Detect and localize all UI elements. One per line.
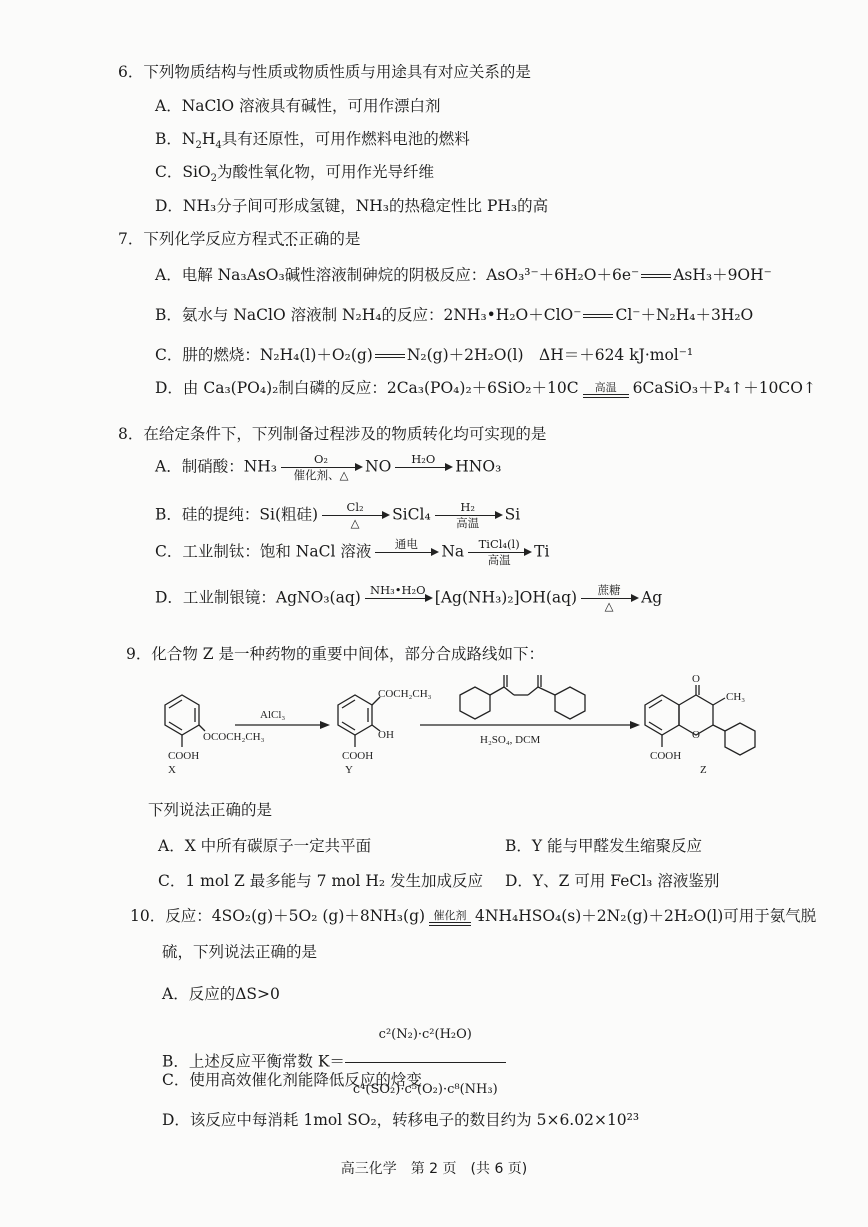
catalyst-equals xyxy=(429,909,471,926)
q8-option-a xyxy=(155,452,501,483)
arrow-top-label: NH₃•H₂O xyxy=(370,583,426,597)
z-cooh: COOH xyxy=(650,750,682,762)
q8-b-pre: B．硅的提纯：Si(粗硅) xyxy=(155,505,319,524)
fraction-numerator: c²(N₂)·c²(H₂O) xyxy=(345,1010,506,1063)
q8-b-mid: SiCl₄ xyxy=(392,505,431,524)
q8-stem: 8．在给定条件下，下列制备过程涉及的物质转化均可实现的是 xyxy=(118,425,547,443)
page-footer: 高三化学 第 2 页 (共 6 页) xyxy=(340,1161,528,1177)
q6-b-post: 具有还原性，可用作燃料电池的燃料 xyxy=(221,130,470,148)
arrow-top-label: Cl₂ xyxy=(346,500,364,514)
q8-a-pre: A．制硝酸：NH₃ xyxy=(155,457,277,476)
q7-stem-post: 正确的是 xyxy=(298,230,361,248)
q6-stem: 6．下列物质结构与性质或物质性质与用途具有对应关系的是 xyxy=(118,63,531,81)
q8-d-pre: D．工业制银镜：AgNO₃(aq) xyxy=(155,588,361,607)
arrow-top-label: 通电 xyxy=(394,537,418,551)
y-label: Y xyxy=(345,764,353,776)
reaction-arrow xyxy=(468,537,530,568)
benzene-ring-z xyxy=(645,695,679,735)
arrow-top-label: H₂ xyxy=(460,500,475,514)
q8-option-c xyxy=(155,537,549,568)
arrow-bottom-label: 催化剂、△ xyxy=(293,468,349,482)
reagent-conditions: H₂SO₄, DCM xyxy=(480,734,541,746)
q10-b-pre: B．上述反应平衡常数 K＝ xyxy=(162,1052,345,1071)
benzene-ring-x xyxy=(165,695,199,735)
q10-stem-pre: 10．反应：4SO₂(g)＋5O₂ (g)＋8NH₃(g) xyxy=(130,907,426,925)
q10-stem-post: 4NH₄HSO₄(s)＋2N₂(g)＋2H₂O(l)可用于氨气脱 xyxy=(475,907,817,925)
arrow-bottom-label: 高温 xyxy=(487,553,511,567)
arrow-top-label: TiCl₄(l) xyxy=(478,537,520,551)
y-top-substituent: COCH₂CH₃ xyxy=(378,688,432,700)
q8-a-mid: NO xyxy=(365,457,392,476)
phenyl-ring-z xyxy=(725,723,755,755)
arrow-top-label: 蔗糖 xyxy=(597,583,621,597)
q7-a-right: AsH₃＋9OH⁻ xyxy=(673,266,772,284)
x-label: X xyxy=(168,764,176,776)
q8-option-d xyxy=(155,583,662,614)
q7-stem xyxy=(118,229,360,249)
z-ring-o: O xyxy=(692,729,700,741)
q7-b-right: Cl⁻＋N₂H₄＋3H₂O xyxy=(615,306,754,324)
benzene-ring-reagent-right xyxy=(555,687,585,719)
x-substituent: OCOCH₂CH₃ xyxy=(203,731,265,743)
q6-c-pre: C．SiO xyxy=(155,163,211,181)
q8-d-end: Ag xyxy=(641,588,663,607)
q7-option-d xyxy=(155,378,816,398)
q9-option-d: D．Y、Z 可用 FeCl₃ 溶液鉴别 xyxy=(505,872,720,890)
q8-c-mid: Na xyxy=(441,542,465,561)
reaction-arrow xyxy=(581,583,637,614)
equals-sign xyxy=(641,274,671,278)
q6-option-c: C．SiO$_2$为酸性氧化物，可用作光导纤维 xyxy=(155,163,435,185)
q10-stem xyxy=(130,906,816,926)
benzene-ring-y xyxy=(338,695,372,735)
z-label: Z xyxy=(700,764,707,776)
q9-option-a: A．X 中所有碳原子一定共平面 xyxy=(158,837,372,855)
q7-b-label: B．氨水与 NaClO 溶液制 N₂H₄的反应：2NH₃•H₂O＋ClO⁻ xyxy=(155,306,582,324)
q9-stem: 9．化合物 Z 是一种药物的重要中间体，部分合成路线如下： xyxy=(126,645,544,663)
q6-option-b: B．$N_2H_4$具有还原性，可用作燃料电池的燃料 xyxy=(155,130,470,152)
equals-sign xyxy=(583,314,613,318)
synthesis-scheme xyxy=(140,665,780,795)
q8-option-b xyxy=(155,500,520,531)
q7-d-label: D．由 Ca₃(PO₄)₂制白磷的反应：2Ca₃(PO₄)₂＋6SiO₂＋10C xyxy=(155,379,579,397)
reagent-alcl3: AlCl₃ xyxy=(260,709,286,721)
q10-option-d: D．该反应中每消耗 1mol SO₂，转移电子的数目约为 5×6.02×10²³ xyxy=(162,1111,640,1129)
y-cooh: COOH xyxy=(342,750,374,762)
q7-c-label: C．肼的燃烧：N₂H₄(l)＋O₂(g) xyxy=(155,346,373,364)
q8-a-end: HNO₃ xyxy=(455,457,502,476)
q7-a-label: A．电解 Na₃AsO₃碱性溶液制砷烷的阴极反应：AsO₃³⁻＋6H₂O＋6e⁻ xyxy=(155,266,640,284)
q6-c-post: 为酸性氧化物，可用作光导纤维 xyxy=(217,163,435,181)
arrow-bottom-label: △ xyxy=(350,516,360,530)
q8-b-end: Si xyxy=(504,505,521,524)
q10-option-b xyxy=(162,1010,506,1115)
benzene-ring-reagent-left xyxy=(460,687,490,719)
arrow-top-label: H₂O xyxy=(411,452,436,466)
reaction-arrow xyxy=(435,500,501,531)
q6-b-pre: B．N xyxy=(155,130,196,148)
q6-option-a: A．NaClO 溶液具有碱性，可用作漂白剂 xyxy=(155,97,441,115)
q7-option-b xyxy=(155,305,753,325)
reaction-arrow xyxy=(281,452,361,483)
q8-c-end: Ti xyxy=(534,542,550,561)
reaction-arrow xyxy=(375,537,437,568)
q10-cond: 催化剂 xyxy=(433,908,467,922)
reaction-arrow xyxy=(322,500,388,531)
reaction-arrow xyxy=(395,452,451,483)
q7-stem-pre: 7．下列化学反应方程式 xyxy=(118,230,283,248)
arrow-top-label: O₂ xyxy=(313,452,329,466)
q7-option-a xyxy=(155,265,772,285)
q8-d-mid: [Ag(NH₃)₂]OH(aq) xyxy=(434,588,578,607)
y-oh: OH xyxy=(378,729,394,741)
equilibrium-fraction xyxy=(345,1010,506,1115)
reaction-arrow xyxy=(365,583,431,614)
q7-d-cond: 高温 xyxy=(594,380,617,394)
z-carbonyl-o: O xyxy=(692,673,700,685)
q9-option-b: B．Y 能与甲醛发生缩聚反应 xyxy=(505,837,703,855)
equals-sign xyxy=(375,354,405,358)
z-ch3: CH₃ xyxy=(726,691,746,703)
q7-option-c xyxy=(155,345,693,365)
q9-sub: 下列说法正确的是 xyxy=(148,801,273,819)
q10-option-a: A．反应的ΔS>0 xyxy=(162,985,280,1003)
q9-option-c: C．1 mol Z 最多能与 7 mol H₂ 发生加成反应 xyxy=(158,872,484,890)
q10-stem-2: 硫，下列说法正确的是 xyxy=(162,943,318,961)
q10-option-c: C．使用高效催化剂能降低反应的焓变 xyxy=(162,1071,422,1089)
x-cooh: COOH xyxy=(168,750,200,762)
q6-option-d: D．NH₃分子间可形成氢键，NH₃的热稳定性比 PH₃的高 xyxy=(155,197,549,215)
q7-c-right: N₂(g)＋2H₂O(l) ΔH＝＋624 kJ·mol⁻¹ xyxy=(406,346,694,364)
arrow-bottom-label: △ xyxy=(604,599,614,613)
q8-c-pre: C．工业制钛：饱和 NaCl 溶液 xyxy=(155,542,372,561)
high-temp-equals xyxy=(583,381,629,398)
fraction-denominator: c⁴(SO₂)·c⁵(O₂)·c⁸(NH₃) xyxy=(352,1082,498,1097)
q7-d-right: 6CaSiO₃＋P₄↑＋10CO↑ xyxy=(632,379,816,397)
arrow-bottom-label: 高温 xyxy=(456,516,480,530)
q7-stem-mark: 不 xyxy=(282,230,299,248)
